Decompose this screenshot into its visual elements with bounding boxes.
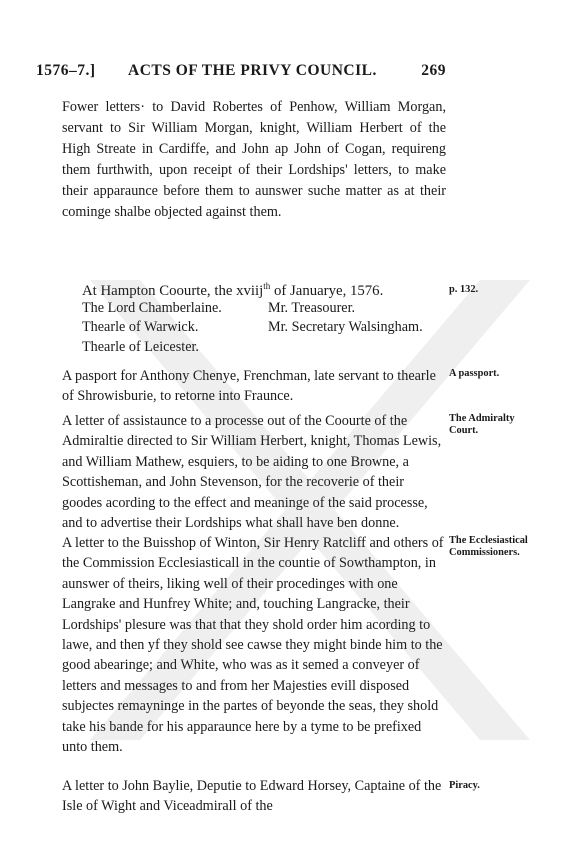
margin-ecclesiastical: The Ecclesiastical Commissioners. — [449, 535, 528, 558]
header-year: 1576–7.] — [36, 62, 96, 79]
paragraph-winton: A letter to the Buisshop of Winton, Sir Henry Ratcliff and others of the Commission Ecclesiasticall in the countie of Sowthampton, in aunswer of theirs, liking well of their procedinges with one Langrake and Hunfrey White; and, touching Langracke, their Lordships' plesure was that that they shold order him acording to lawe, and then yf they shold see cawse they might binde him to the good abearinge; and White, who was as it semed a conveyer of letters and messages to and from her Majesties evill disposed subjectes remayninge in the partes of beyonde the seas, they shold take his bande for his apparaunce here by a tyme to be prefixed unto them. — [62, 535, 444, 756]
paragraph-admiralty: A letter of assistaunce to a processe out of the Coourte of the Admiraltie directed to Sir William Herbert, knight, Thomas Lewis, and William Mathew, esquiers, to be aiding to one Browne, a Scottisheman, and John Stevenson, for the recoverie of their goodes acording to the effect and meaninge of the said processe, and to advertise their Lordships what shall have ben donne. — [62, 413, 442, 532]
attendee: The Lord Chamberlaine. — [82, 300, 222, 316]
meeting-heading: At Hampton Coourte, the xviij$^{th}$ of Januarye, 1576. — [82, 281, 384, 299]
margin-admiralty: The Admiralty Court. — [449, 413, 515, 436]
margin-passport: A passport. — [449, 368, 500, 379]
attendee: Thearle of Warwick. — [82, 319, 199, 335]
paragraph-pasport: A pasport for Anthony Chenye, Frenchman, late servant to thearle of Shrowisburie, to retorne into Fraunce. — [62, 368, 436, 405]
running-header — [36, 62, 446, 86]
paragraph-fower-letters: Fower letters· to David Robertes of Penhow, William Morgan, servant to Sir William Morgan, knight, William Herbert of the High Streate in Cardiffe, and John ap John of Cogan, requireng them furthwith, upon receipt of their Lordships' letters, to make their apparaunce before them to aunswer suche matter as at their cominge shalbe objected against them. — [62, 99, 446, 220]
attendee: Mr. Secretary Walsingham. — [268, 319, 423, 335]
attendee: Thearle of Leicester. — [82, 339, 199, 355]
margin-page-ref: p. 132. — [449, 284, 479, 295]
page-number: 269 — [421, 62, 446, 79]
header-title: ACTS OF THE PRIVY COUNCIL. — [128, 62, 377, 79]
margin-piracy: Piracy. — [449, 780, 480, 791]
attendee: Mr. Treasourer. — [268, 300, 356, 316]
paragraph-baylie: A letter to John Baylie, Deputie to Edward Horsey, Captaine of the Isle of Wight and Viceadmirall of the — [62, 778, 442, 815]
